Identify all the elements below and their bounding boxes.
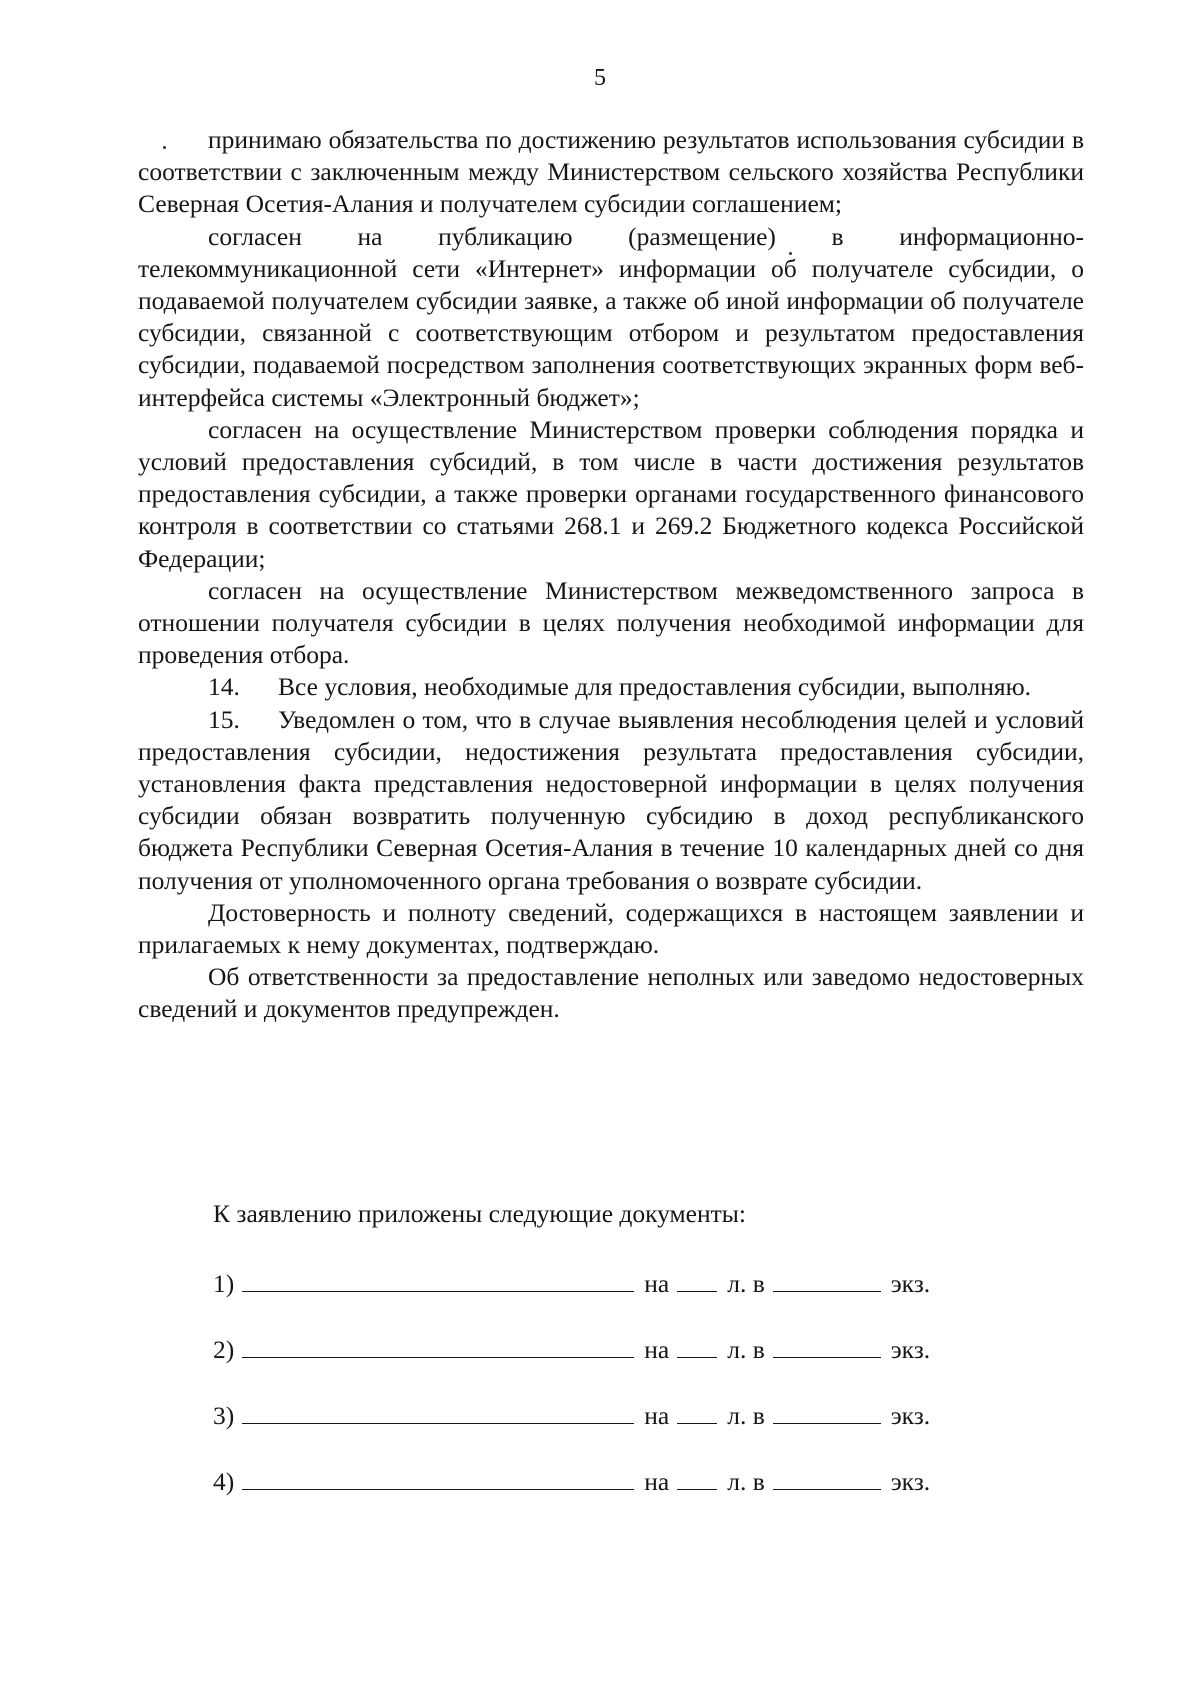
sheets-label: л. в	[727, 1335, 765, 1364]
paragraph-publication-consent: согласен на публикацию (размещение) в информационно-телекоммуникационной сети «Интернет» информации об получателе субсидии, о подаваемой получателем субсидии заявке, а также об иной информации об получателе субсидии, связанной с соответствующим отбором и результатом предоставления субсидии, подаваемой посредством заполнения соответствующих экранных форм веб-интерфейса системы «Электронный бюджет»;	[138, 221, 1084, 412]
document-body	[138, 124, 1084, 1026]
paragraph-obligations: принимаю обязательства по достижению результатов использования субсидии в соответствии с заключенным между Министерством сельского хозяйства Республики Северная Осетия-Алания и получателем субсидии соглашением;	[138, 125, 1084, 219]
copies-count-field[interactable]	[773, 1401, 881, 1424]
paragraph-interagency-request-consent: согласен на осуществление Министерством межведомственного запроса в отношении получателя субсидии в целях получения необходимой информации для проведения отбора.	[138, 575, 1084, 670]
document-name-field[interactable]	[242, 1335, 634, 1358]
sheets-label: л. в	[727, 1401, 765, 1430]
item-text: Уведомлен о том, что в случае выявления несоблюдения целей и условий предоставления субсидии, недостижения результата предоставления субсидии, установления факта представления недостоверной информации в целях получения субсидии обязан возвратить полученную субсидию в доход республиканского бюджета Республики Северная Осетия-Алания в течение 10 календарных дней со дня получения от уполномоченного органа требования о возврате субсидии.	[138, 704, 1084, 895]
copies-count-field[interactable]	[773, 1467, 881, 1490]
attachment-index: 4)	[213, 1467, 235, 1496]
item-number: 14.	[208, 672, 240, 702]
paragraph-accuracy-confirmation: Достоверность и полноту сведений, содержащихся в настоящем заявлении и прилагаемых к нему документах, подтверждаю.	[138, 897, 1084, 960]
item-number: 15.	[208, 704, 240, 734]
sheets-count-field[interactable]	[677, 1269, 717, 1292]
on-label: на	[644, 1401, 670, 1430]
sheets-label: л. в	[727, 1269, 765, 1298]
attachment-index: 2)	[213, 1335, 235, 1364]
copies-label: экз.	[890, 1269, 931, 1298]
attachment-row-4	[213, 1466, 930, 1498]
attachment-row-2	[213, 1334, 930, 1366]
attachment-index: 1)	[213, 1269, 235, 1298]
attachment-index: 3)	[213, 1401, 235, 1430]
on-label: на	[644, 1335, 670, 1364]
page-number: 5	[594, 65, 606, 91]
copies-label: экз.	[890, 1335, 931, 1364]
sheets-count-field[interactable]	[677, 1335, 717, 1358]
on-label: на	[644, 1269, 670, 1298]
sheets-count-field[interactable]	[677, 1467, 717, 1490]
attachments-title: К заявлению приложены следующие документы:	[213, 1199, 747, 1228]
item-text: Все условия, необходимые для предоставления субсидии, выполняю.	[278, 672, 1032, 702]
sheets-count-field[interactable]	[677, 1401, 717, 1424]
on-label: на	[644, 1467, 670, 1496]
copies-count-field[interactable]	[773, 1269, 881, 1292]
sheets-label: л. в	[727, 1467, 765, 1496]
numbered-item-15	[138, 704, 1084, 897]
paragraph-responsibility-warning: Об ответственности за предоставление неполных или заведомо недостоверных сведений и документов предупрежден.	[138, 962, 1084, 1024]
numbered-item-14	[138, 671, 1084, 703]
document-name-field[interactable]	[242, 1467, 634, 1490]
copies-label: экз.	[890, 1401, 931, 1430]
copies-count-field[interactable]	[773, 1335, 881, 1358]
attachment-row-3	[213, 1400, 930, 1432]
document-name-field[interactable]	[242, 1269, 634, 1292]
paragraph-inspection-consent: согласен на осуществление Министерством проверки соблюдения порядка и условий предоставления субсидий, в том числе в части достижения результатов предоставления субсидии, а также проверки органами государственного финансового контроля в соответствии со статьями 268.1 и 269.2 Бюджетного кодекса Российской Федерации;	[138, 414, 1084, 573]
document-name-field[interactable]	[242, 1401, 634, 1424]
attachment-row-1	[213, 1268, 930, 1300]
copies-label: экз.	[890, 1467, 931, 1496]
